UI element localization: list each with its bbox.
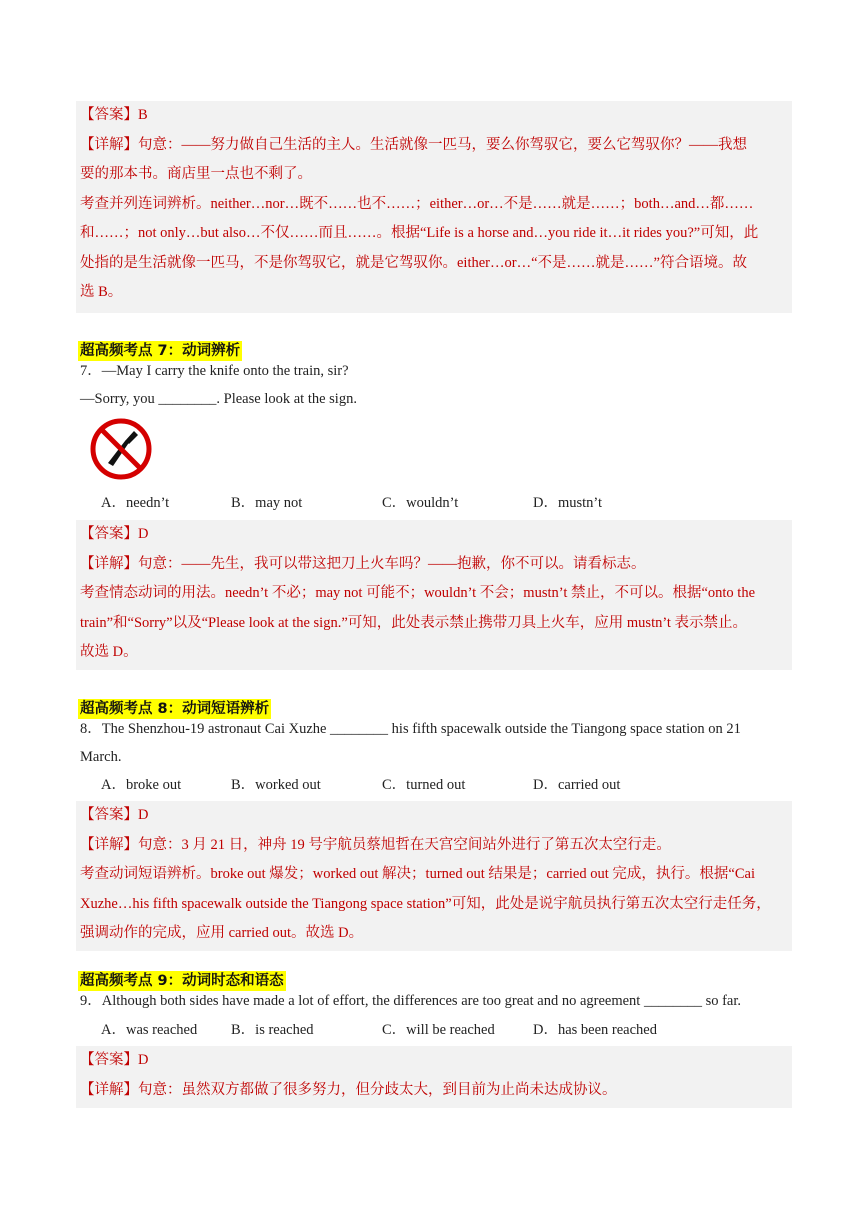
detail-line: train”和“Sorry”以及“Please look at the sign.”可知，此处表示禁止携带刀具上火车，应用 mustn’t 表示禁止。 <box>80 614 748 631</box>
detail-line: 和……；not only…but also…不仅……而且……。根据“Life is a horse and…you ride it…it rides you?”可知，此 <box>80 225 759 241</box>
question-line: 8．The Shenzhou-19 astronaut Cai Xuzhe ________ his fifth spacewalk outside the Tiangong space station on 21 <box>80 721 741 737</box>
detail-line: 【详解】句意：3 月 21 日，神舟 19 号宇航员蔡旭哲在天宫空间站外进行了第五次太空行走。 <box>80 836 671 853</box>
answer-box-9 <box>76 1046 792 1108</box>
detail-line: 强调动作的完成，应用 carried out。故选 D。 <box>80 925 364 941</box>
option-d[interactable]: D．has been reached <box>533 1022 657 1038</box>
option-b[interactable]: B．is reached <box>231 1022 314 1038</box>
detail-line: 考查并列连词辨析。neither…nor…既不……也不……；either…or…不是……就是……；both…and…都…… <box>80 195 754 212</box>
detail-line: 【详解】句意：虽然双方都做了很多努力，但分歧太大，到目前为止尚未达成协议。 <box>80 1081 617 1098</box>
option-d[interactable]: D．mustn’t <box>533 495 603 511</box>
option-a[interactable]: A．broke out <box>101 777 182 793</box>
answer-box-8 <box>76 801 792 951</box>
option-c[interactable]: C．will be reached <box>382 1022 495 1038</box>
detail-line: 【详解】句意：——先生，我可以带这把刀上火车吗？——抱歉，你不可以。请看标志。 <box>80 555 646 572</box>
section-heading-9: 超高频考点 9：动词时态和语态 <box>80 973 284 989</box>
question-7 <box>80 357 792 413</box>
detail-line: Xuzhe…his fifth spacewalk outside the Tiangong space station”可知，此处是说宇航员执行第五次太空行走任务， <box>80 895 771 912</box>
answer-box-6 <box>76 101 792 313</box>
section-heading-8: 超高频考点 8：动词短语辨析 <box>80 701 270 717</box>
question-line: 9．Although both sides have made a lot of effort, the differences are too great and no agreement ________ so far. <box>80 993 742 1009</box>
section-heading-7: 超高频考点 7：动词辨析 <box>80 343 241 359</box>
options-8 <box>101 771 781 799</box>
option-a[interactable]: A．needn’t <box>101 495 170 511</box>
options-7 <box>101 489 781 517</box>
option-c[interactable]: C．turned out <box>382 777 466 793</box>
question-8 <box>80 715 792 771</box>
option-b[interactable]: B．may not <box>231 495 303 511</box>
detail-line: 要的那本书。商店里一点也不剩了。 <box>80 166 312 182</box>
answer-label: 【答案】D <box>80 526 149 542</box>
detail-line: 考查动词短语辨析。broke out 爆发；worked out 解决；turned out 结果是；carried out 完成，执行。根据“Cai <box>80 866 755 882</box>
option-b[interactable]: B．worked out <box>231 777 321 793</box>
option-c[interactable]: C．wouldn’t <box>382 495 459 511</box>
detail-line: 【详解】句意：——努力做自己生活的主人。生活就像一匹马，要么你驾驭它，要么它驾驭你？——我想 <box>80 136 747 153</box>
no-knife-sign-icon <box>88 416 154 482</box>
detail-line: 选 B。 <box>80 284 123 300</box>
detail-line: 故选 D。 <box>80 644 138 660</box>
answer-label: 【答案】D <box>80 1052 149 1068</box>
detail-line: 考查情态动词的用法。needn’t 不必；may not 可能不；wouldn’t 不会；mustn’t 禁止，不可以。根据“onto the <box>80 585 756 601</box>
option-d[interactable]: D．carried out <box>533 777 621 793</box>
options-9 <box>101 1016 781 1044</box>
question-line: March. <box>80 749 122 765</box>
question-9 <box>80 987 792 1015</box>
option-a[interactable]: A．was reached <box>101 1022 198 1038</box>
detail-line: 处指的是生活就像一匹马，不是你驾驭它，就是它驾驭你。either…or…“不是……就是……”符合语境。故 <box>80 254 747 271</box>
question-line: —Sorry, you ________. Please look at the sign. <box>80 391 357 407</box>
answer-box-7 <box>76 520 792 670</box>
answer-label: 【答案】B <box>80 107 148 123</box>
question-line: 7．—May I carry the knife onto the train, sir? <box>80 363 349 379</box>
answer-label: 【答案】D <box>80 807 149 823</box>
